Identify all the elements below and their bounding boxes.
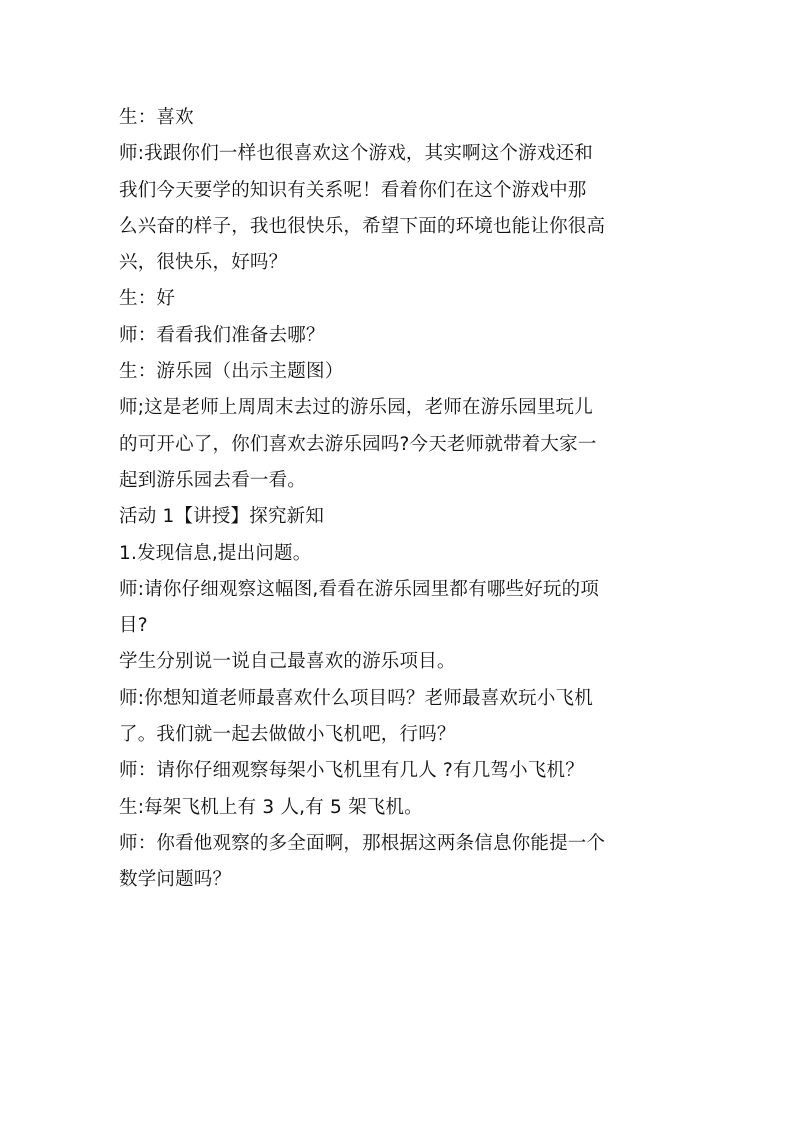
text-line: 起到游乐园去看一看。 <box>119 469 307 491</box>
text-line: 师:请你仔细观察这幅图,看看在游乐园里都有哪些好玩的项 <box>119 578 600 600</box>
text-line: 目? <box>119 615 148 637</box>
document-body <box>119 100 679 899</box>
text-line: 么兴奋的样子，我也很快乐，希望下面的环境也能让你很高 <box>119 215 606 237</box>
text-line: 生：喜欢 <box>119 107 194 128</box>
text-line: 兴，很快乐，好吗？ <box>119 252 288 274</box>
text-line: 师：看看我们准备去哪？ <box>119 324 325 346</box>
text-line: 师;这是老师上周周末去过的游乐园，老师在游乐园里玩儿 <box>119 397 593 419</box>
text-line: 的可开心了，你们喜欢去游乐园吗?今天老师就带着大家一 <box>119 433 597 455</box>
text-line: 生：游乐园（出示主题图） <box>119 361 344 383</box>
text-line: 了。我们就一起去做做小飞机吧，行吗？ <box>119 724 456 746</box>
section-heading: 活动 1【讲授】探究新知 <box>119 506 325 528</box>
text-line: 生：好 <box>119 288 176 310</box>
text-line: 师：你看他观察的多全面啊，那根据这两条信息你能提一个 <box>119 832 606 854</box>
text-line: 数学问题吗？ <box>119 869 232 891</box>
text-line: 生:每架飞机上有 3 人,有 5 架飞机。 <box>119 796 423 818</box>
text-line: 学生分别说一说自己最喜欢的游乐项目。 <box>119 651 456 673</box>
text-line: 师：请你仔细观察每架小飞机里有几人 ?有几驾小飞机？ <box>119 760 584 782</box>
text-line: 1.发现信息,提出问题。 <box>119 542 312 564</box>
text-line: 我们今天要学的知识有关系呢！看着你们在这个游戏中那 <box>119 179 587 201</box>
text-line: 师:你想知道老师最喜欢什么项目吗？老师最喜欢玩小飞机 <box>119 687 593 709</box>
text-line: 师:我跟你们一样也很喜欢这个游戏，其实啊这个游戏还和 <box>119 143 593 165</box>
